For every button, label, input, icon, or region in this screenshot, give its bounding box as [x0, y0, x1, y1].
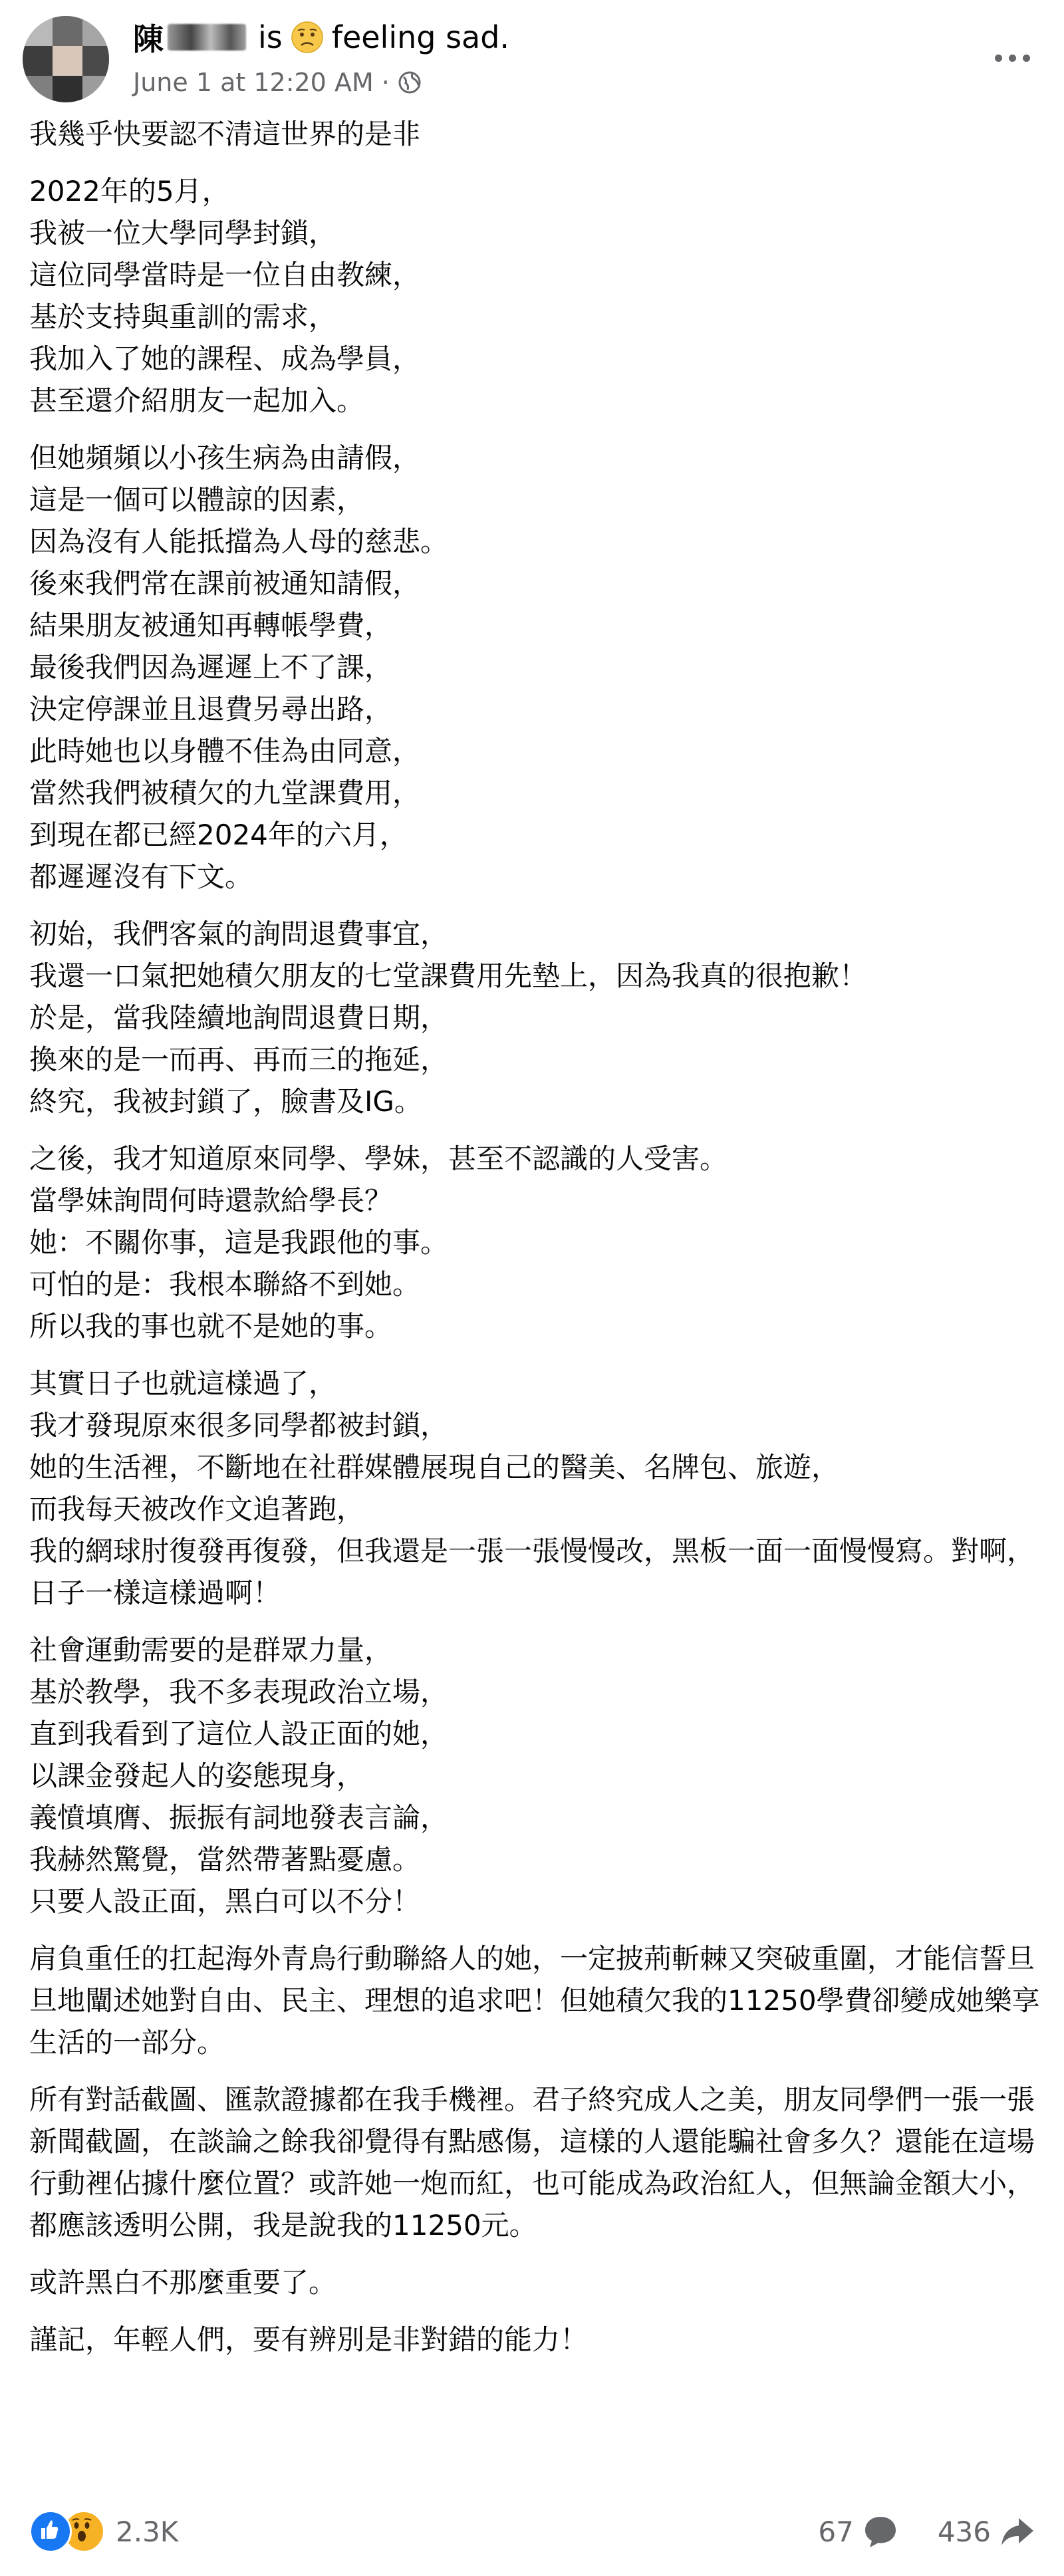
reaction-count[interactable]: 2.3K [116, 2515, 179, 2548]
avatar[interactable] [23, 16, 109, 102]
author-line [133, 17, 509, 57]
post-paragraph: 謹記，年輕人們，要有辨別是非對錯的能力！ [29, 2323, 589, 2356]
redacted-name [168, 24, 246, 51]
author-name[interactable]: 陳 [133, 21, 164, 57]
meta-separator: · [381, 68, 390, 97]
post-footer [29, 2502, 1036, 2561]
post-paragraph: 我幾乎快要認不清這世界的是非 [29, 118, 421, 150]
comment-count: 67 [818, 2515, 854, 2548]
share-arrow-icon [999, 2513, 1036, 2550]
post-timestamp[interactable]: June 1 at 12:20 AM [133, 68, 374, 97]
more-dot-icon [1009, 55, 1016, 62]
comments-stat[interactable] [818, 2513, 898, 2550]
sad-face-icon [291, 21, 324, 54]
post-paragraph: 或許黑白不那麼重要了。 [29, 2266, 337, 2299]
post-paragraph: 肩負重任的扛起海外青鳥行動聯絡人的她，一定披荊斬棘又突破重圍，才能信誓旦旦地闡述她對自由、民主、理想的追求吧！但她積欠我的11250學費卻變成她樂享生活的一部分。 [29, 1942, 1040, 2059]
globe-icon[interactable] [398, 70, 422, 94]
is-text: is [258, 19, 283, 55]
post-meta [133, 66, 422, 98]
feeling-text: feeling sad. [331, 19, 510, 55]
more-dot-icon [995, 55, 1002, 62]
post-paragraph: 初始，我們客氣的詢問退費事宜， 我還一口氣把她積欠朋友的七堂課費用先墊上，因為我真的很抱歉！ 於是，當我陸續地詢問退費日期， 換來的是一而再、再而三的拖延， 終究，我被封鎖了，臉書及IG。 [29, 918, 868, 1118]
post-paragraph: 但她頻頻以小孩生病為由請假， 這是一個可以體諒的因素， 因為沒有人能抵擋為人母的慈悲。 後來我們常在課前被通知請假， 結果朋友被通知再轉帳學費， 最後我們因為遲遲上不了課， 決定停課並且退費另尋出路， 此時她也以身體不佳為由同意， 當然我們被積欠的九堂課費用， 到現在都已經2024年的六月， 都遲遲沒有下文。 [29, 442, 449, 893]
post-paragraph: 所有對話截圖、匯款證據都在我手機裡。君子終究成人之美，朋友同學們一張一張新聞截圖，在談論之餘我卻覺得有點感傷，這樣的人還能騙社會多久？還能在這場行動裡佔據什麼位置？或許她一炮而紅，也可能成為政治紅人，但無論金額大小，都應該透明公開，我是說我的11250元。 [29, 2083, 1035, 2242]
comment-bubble-icon [862, 2513, 899, 2550]
more-dot-icon [1023, 55, 1030, 62]
post-paragraph: 其實日子也就這樣過了， 我才發現原來很多同學都被封鎖， 她的生活裡，不斷地在社群媒體展現自己的醫美、名牌包、旅遊， 而我每天被改作文追著跑， 我的網球肘復發再復發，但我還是一張一張慢慢改，黑板一面一面慢慢寫。對啊，日子一樣這樣過啊！ [29, 1367, 1035, 1609]
shares-stat[interactable] [938, 2513, 1036, 2550]
post-paragraph: 2022年的5月， 我被一位大學同學封鎖， 這位同學當時是一位自由教練， 基於支持與重訓的需求， 我加入了她的課程、成為學員， 甚至還介紹朋友一起加入。 [29, 175, 421, 417]
post-header [20, 12, 1044, 98]
reactions-summary[interactable] [29, 2510, 178, 2553]
post-paragraph: 之後，我才知道原來同學、學妹，甚至不認識的人受害。 當學妹詢問何時還款給學長？ 她：不關你事，這是我跟他的事。 可怕的是：我根本聯絡不到她。 所以我的事也就不是她的事。 [29, 1142, 728, 1343]
like-reaction-icon [29, 2510, 72, 2553]
post-paragraph: 社會運動需要的是群眾力量， 基於教學，我不多表現政治立場， 直到我看到了這位人設正面的她， 以課金發起人的姿態現身， 義憤填膺、振振有詞地發表言論， 我赫然驚覺，當然帶著點憂慮。 只要人設正面，黑白可以不分！ [29, 1634, 449, 1918]
engagement-stats [818, 2513, 1036, 2550]
more-options-button[interactable] [986, 41, 1039, 74]
post-body [29, 113, 1040, 2376]
share-count: 436 [937, 2515, 991, 2548]
